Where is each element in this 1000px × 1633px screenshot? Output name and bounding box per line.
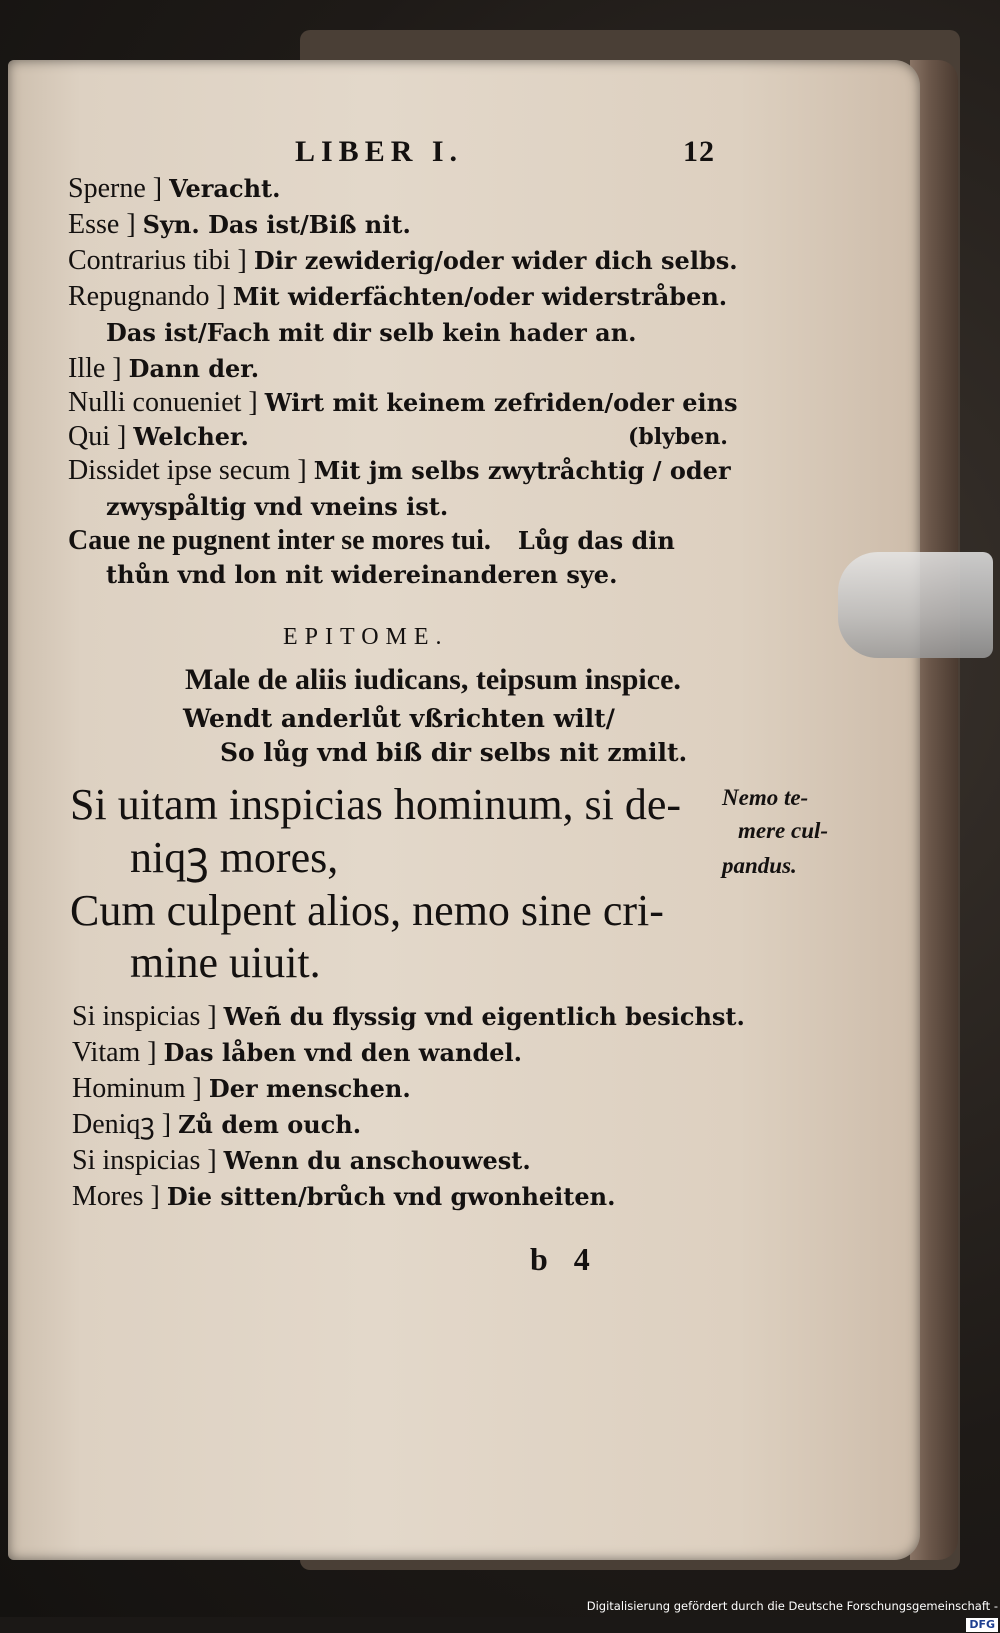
gloss-line: Si inspicias ] Wenn du anschouwest.	[72, 1145, 531, 1176]
epitome-latin: Male de aliis iudicans, teipsum inspice.	[185, 663, 681, 696]
verse-line: Si uitam inspicias hominum, si de-	[70, 780, 682, 829]
footer-text: Digitalisierung gefördert durch die Deutsche Forschungsgemeinschaft -	[586, 1599, 998, 1613]
verse-line: niqꝫ mores,	[130, 833, 339, 882]
gloss-line: Das ist/Fach mit dir selb kein hader an.	[106, 318, 637, 347]
gloss-line: Caue ne pugnent inter se mores tui. Lůg das din	[68, 525, 675, 556]
margin-note-line: pandus.	[722, 853, 797, 878]
gloss-line: Esse ] Syn. Das ist/Biß nit.	[68, 209, 411, 240]
gloss-line: Mores ] Die sitten/brůch vnd gwonheiten.	[72, 1181, 616, 1212]
gloss-line: zwyspåltig vnd vneins ist.	[106, 492, 449, 521]
verse-line: mine uiuit.	[130, 938, 321, 987]
gloss-line: Vitam ] Das låben vnd den wandel.	[72, 1037, 522, 1068]
gloss-line: Hominum ] Der menschen.	[72, 1073, 411, 1104]
epitome-german-line: So lůg vnd biß dir selbs nit zmilt.	[220, 738, 688, 767]
gloss-line: Repugnando ] Mit widerfächten/oder widerstråben.	[68, 281, 728, 312]
epitome-heading: EPITOME.	[283, 624, 449, 650]
gloss-line: Qui ] Welcher.	[68, 421, 249, 452]
gloss-line: Sperne ] Veracht.	[68, 173, 281, 204]
gloss-line: Deniqꝫ ] Zů dem ouch.	[72, 1109, 362, 1140]
gloss-line: Ille ] Dann der.	[68, 353, 260, 384]
signature-number: 4	[573, 1241, 590, 1277]
gloss-line: Nulli conueniet ] Wirt mit keinem zefriden/oder eins	[68, 387, 738, 418]
dfg-logo: DFG	[966, 1618, 998, 1632]
margin-note-line: Nemo te-	[722, 785, 809, 810]
gloss-line: Si inspicias ] Weñ du flyssig vnd eigentlich besichst.	[72, 1001, 745, 1032]
page-number: 12	[683, 135, 715, 168]
gloss-line: thůn vnd lon nit widereinanderen sye.	[106, 560, 618, 589]
margin-note-line: mere cul-	[738, 818, 829, 843]
digitization-footer	[560, 1597, 998, 1631]
signature-letter: b	[530, 1241, 548, 1277]
runover-text: (blyben.	[628, 424, 728, 450]
gloss-line: Dissidet ipse secum ] Mit jm selbs zwytråchtig / oder	[68, 455, 731, 486]
signature-mark	[530, 1241, 590, 1278]
gloss-line: Contrarius tibi ] Dir zewiderig/oder wider dich selbs.	[68, 245, 738, 276]
page-clip	[838, 552, 993, 658]
verse-line: Cum culpent alios, nemo sine cri-	[70, 886, 664, 935]
epitome-german-line: Wendt anderlůt vßrichten wilt/	[183, 704, 615, 733]
header-title: LIBER I.	[295, 135, 464, 168]
running-header	[295, 135, 715, 175]
